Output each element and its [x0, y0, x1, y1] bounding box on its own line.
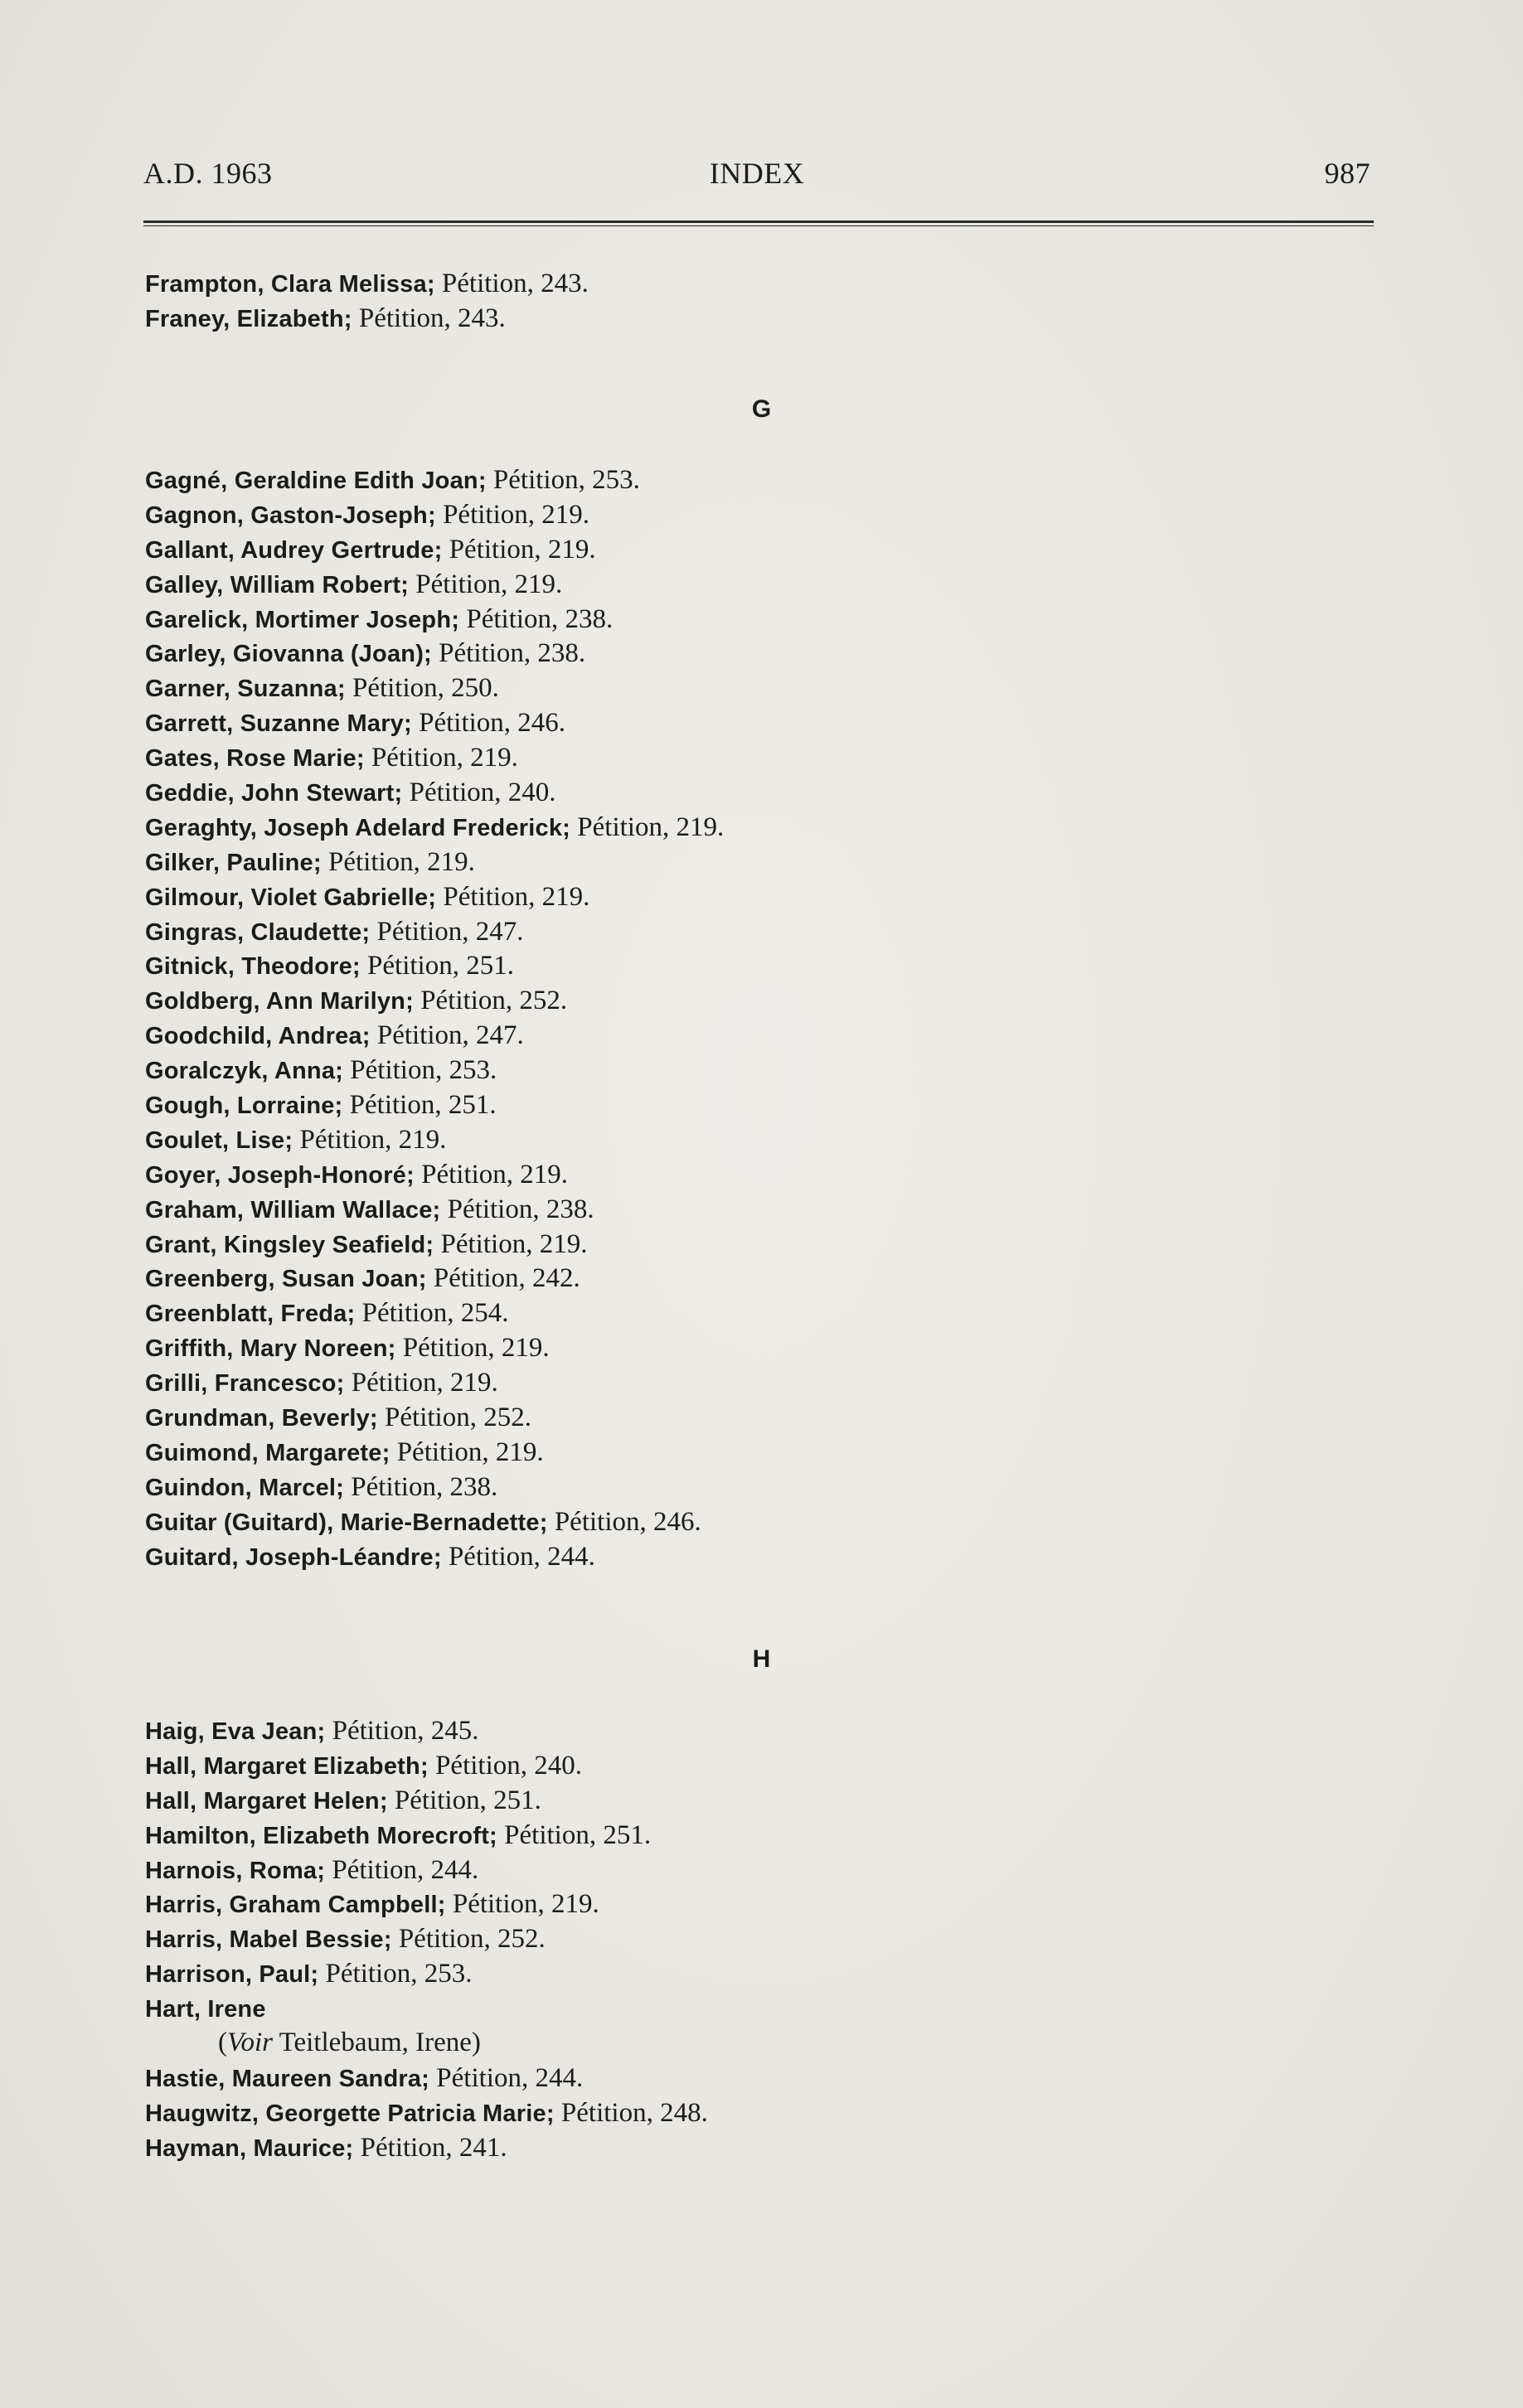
- entry-name: Grant, Kingsley Seafield;: [145, 1231, 434, 1258]
- entry-name: Guimond, Margarete;: [145, 1439, 390, 1466]
- entry-reference: Pétition, 219.: [364, 743, 518, 773]
- entry-reference: Pétition, 253.: [486, 465, 640, 495]
- index-entry: [145, 914, 724, 949]
- entry-name: Hart, Irene: [145, 1996, 266, 2023]
- entry-name: Gagnon, Gaston-Joseph;: [145, 501, 436, 529]
- entry-name: Goulet, Lise;: [145, 1126, 293, 1154]
- entry-name: Griffith, Mary Noreen;: [145, 1335, 396, 1363]
- index-entry: [145, 845, 724, 879]
- index-entry: [145, 602, 724, 637]
- entry-name: Greenberg, Susan Joan;: [145, 1266, 427, 1293]
- entry-reference: Pétition, 219.: [321, 846, 475, 877]
- entry-name: Frampton, Clara Melissa;: [145, 271, 435, 298]
- entry-reference: Pétition, 243.: [434, 269, 589, 298]
- entry-reference: Pétition, 254.: [355, 1298, 509, 1329]
- index-entry: [145, 1435, 724, 1470]
- index-entry: [145, 567, 724, 602]
- entry-name: Hamilton, Elizabeth Morecroft;: [145, 1822, 497, 1849]
- section-letter-h: H: [752, 1645, 771, 1673]
- index-entry: [145, 1365, 724, 1400]
- section-letter-g: G: [751, 395, 772, 423]
- entry-name: Harrison, Paul;: [145, 1961, 319, 1989]
- entry-reference: Pétition, 238.: [440, 1194, 594, 1224]
- index-entry: [145, 463, 724, 497]
- entry-reference: Pétition, 219.: [414, 1159, 569, 1189]
- index-entry: [145, 775, 724, 810]
- entry-name: Goodchild, Andrea;: [145, 1023, 371, 1050]
- entry-name: Garrett, Suzanne Mary;: [145, 710, 412, 738]
- entry-reference: Pétition, 219.: [435, 499, 589, 530]
- index-entry: [145, 740, 724, 775]
- entry-reference: Pétition, 219.: [445, 1889, 599, 1920]
- index-entry: [145, 1539, 724, 1574]
- index-entry: [145, 1991, 708, 2026]
- entry-reference: Pétition, 240.: [428, 1750, 582, 1781]
- header-title: INDEX: [709, 157, 805, 190]
- index-entry: [145, 1400, 724, 1435]
- entry-reference: Pétition, 251.: [387, 1785, 541, 1815]
- h-entries-b: [145, 2061, 708, 2165]
- entry-name: Hastie, Maureen Sandra;: [145, 2065, 430, 2092]
- voir-target: Teitlebaum, Irene): [273, 2028, 481, 2058]
- entry-name: Haig, Eva Jean;: [145, 1718, 326, 1745]
- entry-reference: Pétition, 219.: [395, 1333, 550, 1364]
- entry-reference: Pétition, 243.: [352, 303, 506, 333]
- h-entries-a: [145, 1713, 708, 2026]
- entry-reference: Pétition, 246.: [411, 708, 566, 739]
- index-entry: [145, 1296, 724, 1330]
- entry-reference: Pétition, 250.: [345, 673, 499, 704]
- index-entry: [145, 1088, 724, 1122]
- index-entry: [145, 2095, 708, 2130]
- index-entry: [145, 879, 724, 914]
- index-entry: [145, 671, 724, 705]
- cross-reference: [145, 2026, 708, 2061]
- entry-name: Gates, Rose Marie;: [145, 745, 365, 773]
- index-entry: [145, 1853, 708, 1887]
- entry-reference: Pétition, 251.: [342, 1090, 497, 1121]
- entry-name: Gough, Lorraine;: [145, 1093, 343, 1120]
- index-entry: [145, 1053, 724, 1088]
- index-entry: [145, 1261, 724, 1296]
- entry-reference: Pétition, 241.: [353, 2132, 507, 2163]
- entry-reference: Pétition, 238.: [344, 1471, 498, 1502]
- h-entries: [145, 1713, 708, 2165]
- entry-name: Gagné, Geraldine Edith Joan;: [145, 468, 487, 494]
- index-entry: [145, 1713, 708, 1748]
- entry-reference: Pétition, 248.: [554, 2097, 708, 2128]
- index-entry: [145, 2061, 708, 2095]
- entry-name: Goyer, Joseph-Honoré;: [145, 1161, 415, 1189]
- index-entry: [145, 1157, 724, 1192]
- entry-name: Hayman, Maurice;: [145, 2134, 354, 2162]
- entry-reference: Pétition, 245.: [325, 1716, 479, 1746]
- index-entry: [145, 1192, 724, 1227]
- index-entry: [145, 1018, 724, 1053]
- voir-word: Voir: [227, 2028, 274, 2058]
- entry-name: Grundman, Beverly;: [145, 1405, 378, 1432]
- entry-reference: Pétition, 219.: [293, 1124, 447, 1155]
- index-entry: [145, 1330, 724, 1365]
- entry-reference: Pétition, 219.: [570, 812, 725, 842]
- entry-reference: Pétition, 247.: [370, 916, 524, 947]
- entry-name: Harnois, Roma;: [145, 1857, 326, 1884]
- entry-name: Gitnick, Theodore;: [145, 953, 361, 981]
- header-year: A.D. 1963: [143, 157, 273, 190]
- voir-open: (: [218, 2028, 227, 2058]
- entry-reference: Pétition, 244.: [325, 1854, 479, 1885]
- entry-reference: Pétition, 219.: [390, 1437, 544, 1467]
- g-entries: [145, 463, 724, 1574]
- index-entry: [145, 1921, 708, 1956]
- index-entry: [145, 1956, 708, 1991]
- index-entry: [145, 1783, 708, 1818]
- entry-name: Gilmour, Violet Gabrielle;: [145, 884, 437, 911]
- index-entry: [145, 1227, 724, 1262]
- entry-name: Harris, Graham Campbell;: [145, 1892, 446, 1919]
- running-header: [143, 156, 1370, 197]
- entry-reference: Pétition, 242.: [426, 1263, 580, 1294]
- index-entry: [145, 948, 724, 983]
- index-entry: [145, 1122, 724, 1157]
- entry-reference: Pétition, 219.: [409, 569, 563, 599]
- entry-reference: Pétition, 251.: [360, 951, 514, 981]
- entry-reference: Pétition, 252.: [413, 986, 568, 1016]
- entry-reference: Pétition, 219.: [434, 1228, 588, 1259]
- index-entry: [145, 266, 589, 301]
- f-entries: [145, 266, 589, 336]
- index-entry: [145, 1818, 708, 1853]
- index-entry: [145, 1887, 708, 1921]
- entry-name: Goralczyk, Anna;: [145, 1058, 344, 1085]
- entry-reference: Pétition, 247.: [370, 1020, 524, 1051]
- index-entry: [145, 301, 589, 336]
- entry-name: Hall, Margaret Elizabeth;: [145, 1752, 429, 1780]
- index-entry: [145, 636, 724, 671]
- entry-name: Grilli, Francesco;: [145, 1370, 345, 1398]
- entry-name: Graham, William Wallace;: [145, 1196, 441, 1223]
- entry-name: Goldberg, Ann Marilyn;: [145, 988, 414, 1015]
- index-entry: [145, 497, 724, 532]
- entry-reference: Pétition, 251.: [497, 1819, 652, 1850]
- header-rule: [143, 220, 1374, 226]
- entry-reference: Pétition, 244.: [441, 1541, 595, 1572]
- entry-reference: Pétition, 253.: [318, 1959, 473, 1989]
- entry-reference: Pétition, 219.: [442, 534, 596, 564]
- entry-name: Garley, Giovanna (Joan);: [145, 641, 432, 668]
- index-entry: [145, 810, 724, 845]
- index-entry: [145, 2130, 708, 2165]
- entry-reference: Pétition, 219.: [436, 881, 590, 912]
- entry-reference: Pétition, 244.: [429, 2062, 584, 2093]
- entry-name: Harris, Mabel Bessie;: [145, 1926, 392, 1954]
- entry-name: Franey, Elizabeth;: [145, 305, 352, 332]
- entry-reference: Pétition, 219.: [344, 1368, 498, 1398]
- entry-name: Garner, Suzanna;: [145, 676, 346, 703]
- entry-reference: Pétition, 253.: [343, 1055, 497, 1086]
- index-entry: [145, 1504, 724, 1539]
- entry-name: Haugwitz, Georgette Patricia Marie;: [145, 2100, 555, 2127]
- entry-name: Gallant, Audrey Gertrude;: [145, 536, 443, 564]
- entry-name: Guitard, Joseph-Léandre;: [145, 1543, 442, 1571]
- entry-name: Geddie, John Stewart;: [145, 780, 403, 807]
- entry-name: Gingras, Claudette;: [145, 918, 371, 946]
- entry-name: Hall, Margaret Helen;: [145, 1787, 388, 1814]
- index-entry: [145, 532, 724, 567]
- entry-reference: Pétition, 238.: [431, 638, 586, 669]
- entry-name: Greenblatt, Freda;: [145, 1301, 356, 1328]
- entry-name: Geraghty, Joseph Adelard Frederick;: [145, 814, 571, 841]
- entry-reference: Pétition, 252.: [377, 1403, 531, 1433]
- entry-reference: Pétition, 252.: [391, 1924, 546, 1955]
- entry-reference: Pétition, 240.: [402, 778, 556, 808]
- entry-name: Guindon, Marcel;: [145, 1474, 345, 1501]
- index-entry: [145, 1470, 724, 1504]
- entry-name: Garelick, Mortimer Joseph;: [145, 606, 460, 633]
- entry-name: Guitar (Guitard), Marie-Bernadette;: [145, 1509, 548, 1536]
- entry-reference: Pétition, 246.: [547, 1506, 701, 1537]
- index-entry: [145, 1748, 708, 1783]
- index-entry: [145, 705, 724, 740]
- page-number: 987: [1324, 157, 1370, 190]
- entry-name: Galley, William Robert;: [145, 571, 410, 598]
- index-entry: [145, 983, 724, 1018]
- entry-name: Gilker, Pauline;: [145, 849, 322, 876]
- entry-reference: Pétition, 238.: [459, 603, 614, 634]
